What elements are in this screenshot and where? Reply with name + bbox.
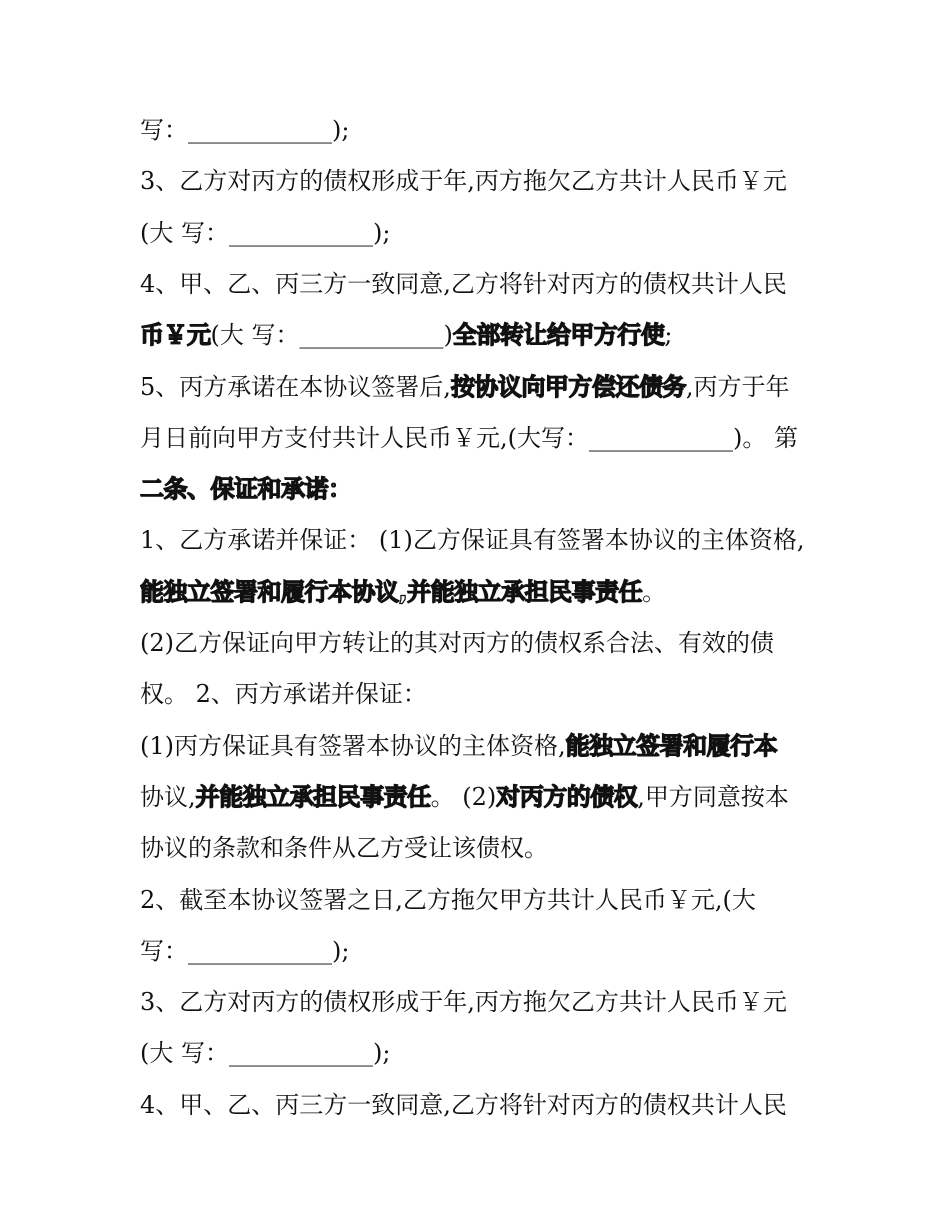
text-line: [140, 982, 830, 1022]
emphasized-text: 能独立签署和履行本: [565, 731, 778, 760]
text-line: [140, 828, 830, 868]
body-text: (大 写：____________): [210, 321, 453, 350]
text-line: [140, 1033, 830, 1073]
body-text: 4、甲、乙、丙三方一致同意,乙方将针对丙方的债权共计人民: [140, 1090, 787, 1119]
text-line: [140, 315, 830, 355]
text-line: [140, 367, 830, 407]
emphasized-text: 全部转让给甲方行使: [452, 321, 665, 350]
body-text: 协议的条款和条件从乙方受让该债权。: [140, 834, 548, 863]
text-line: [140, 520, 830, 560]
emphasized-text: 并能独立承担民事责任: [195, 782, 431, 811]
body-text: 2、截至本协议签署之日,乙方拖欠甲方共计人民币￥元,(大: [140, 885, 756, 914]
body-text: (大 写：____________);: [140, 218, 391, 247]
emphasized-text: 对丙方的债权: [496, 782, 638, 811]
body-text: 。: [642, 577, 667, 606]
text-line: [140, 110, 830, 150]
text-line: [140, 880, 830, 920]
text-line: [140, 726, 830, 766]
body-text: 5、丙方承诺在本协议签署后,: [140, 372, 451, 401]
body-text: ,甲方同意按本: [637, 782, 789, 811]
text-line: [140, 264, 830, 304]
body-text: 。 (2): [430, 782, 497, 811]
text-line: [140, 674, 830, 714]
body-text: 写：____________);: [140, 116, 350, 144]
text-line: [140, 931, 830, 971]
body-text: (1)丙方保证具有签署本协议的主体资格,: [140, 731, 566, 760]
body-text: 权。 2、丙方承诺并保证：: [140, 680, 427, 709]
body-text: 写：____________);: [140, 936, 350, 965]
emphasized-text: 二条、保证和承诺：: [140, 475, 352, 504]
body-text: 1、乙方承诺并保证： (1)乙方保证具有签署本协议的主体资格,: [140, 526, 805, 555]
text-line: [140, 572, 830, 612]
text-line: [140, 213, 830, 253]
body-text: ,丙方于年: [685, 372, 790, 401]
text-line: [140, 161, 830, 201]
text-line: [140, 418, 830, 458]
body-text: 协议,: [140, 782, 196, 811]
emphasized-text: 能独立签署和履行本协议,并能独立承担民事责任: [140, 577, 643, 606]
body-text: 3、乙方对丙方的债权形成于年,丙方拖欠乙方共计人民币￥元: [140, 988, 787, 1017]
emphasized-text: 币￥元: [140, 321, 211, 350]
text-line: [140, 469, 830, 509]
body-text: (大 写：____________);: [140, 1039, 391, 1068]
text-line: [140, 777, 830, 817]
body-text: ;: [664, 321, 673, 350]
emphasized-text: 按协议向甲方偿还债务: [450, 372, 686, 401]
text-line: [140, 1085, 830, 1125]
body-text: 3、乙方对丙方的债权形成于年,丙方拖欠乙方共计人民币￥元: [140, 167, 787, 196]
body-text: (2)乙方保证向甲方转让的其对丙方的债权系合法、有效的债: [140, 629, 774, 657]
body-text: 4、甲、乙、丙三方一致同意,乙方将针对丙方的债权共计人民: [140, 269, 787, 298]
body-text: 月日前向甲方支付共计人民币￥元,(大写：____________)。 第: [140, 423, 798, 452]
text-line: [140, 623, 830, 663]
